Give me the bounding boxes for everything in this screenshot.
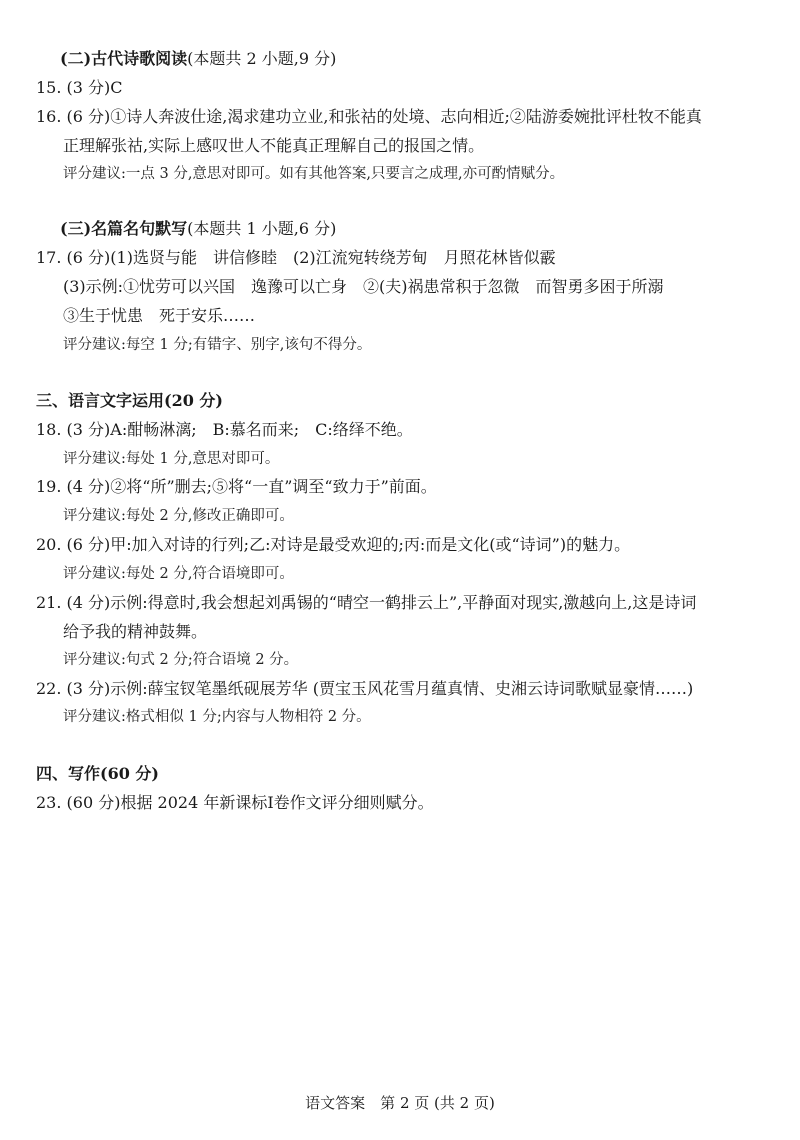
answer-q21: 21. (4 分)示例:得意时,我会想起刘禹锡的“晴空一鹤排云上”,平静面对现实,激越向上,这是诗词 xyxy=(36,593,697,612)
answer-q16-cont: 正理解张祜,实际上感叹世人不能真正理解自己的报国之情。 xyxy=(63,136,485,155)
scoring-note-q20: 评分建议:每处 2 分,符合语境即可。 xyxy=(63,566,294,582)
answer-q15: 15. (3 分)C xyxy=(36,78,123,97)
answer-q16: 16. (6 分)①诗人奔波仕途,渴求建功立业,和张祜的处境、志向相近;②陆游委婉批评杜牧不能真 xyxy=(36,107,702,126)
section-desc: (本题共 2 小题,9 分) xyxy=(187,49,337,68)
scoring-note-q22: 评分建议:格式相似 1 分;内容与人物相符 2 分。 xyxy=(63,709,371,725)
section-title: (三)名篇名句默写 xyxy=(60,219,188,238)
answer-q17-cont2: ③生于忧患 死于安乐…… xyxy=(63,306,256,325)
section-desc: (本题共 1 小题,6 分) xyxy=(187,219,337,238)
answer-q22: 22. (3 分)示例:薛宝钗笔墨纸砚展芳华 (贾宝玉风花雪月蕴真情、史湘云诗词歌赋显豪情……) xyxy=(36,679,694,698)
part-heading-writing: 四、写作(60 分) xyxy=(36,764,159,783)
answer-q17: 17. (6 分)(1)选贤与能 讲信修睦 (2)江流宛转绕芳甸 月照花林皆似霰 xyxy=(36,248,556,267)
part-heading-language: 三、语言文字运用(20 分) xyxy=(36,391,223,410)
answer-q17-cont: (3)示例:①忧劳可以兴国 逸豫可以亡身 ②(夫)祸患常积于忽微 而智勇多困于所溺 xyxy=(63,277,664,296)
section-heading-recitation xyxy=(60,218,336,240)
answer-q23: 23. (60 分)根据 2024 年新课标Ⅰ卷作文评分细则赋分。 xyxy=(36,793,434,812)
answer-q18: 18. (3 分)A:酣畅淋漓; B:慕名而来; C:络绎不绝。 xyxy=(36,420,413,439)
section-heading-poetry xyxy=(60,48,336,70)
answer-q20: 20. (6 分)甲:加入对诗的行列;乙:对诗是最受欢迎的;丙:而是文化(或“诗词”)的魅力。 xyxy=(36,535,631,554)
section-title: (二)古代诗歌阅读 xyxy=(60,49,188,68)
scoring-note-q21: 评分建议:句式 2 分;符合语境 2 分。 xyxy=(63,652,299,668)
scoring-note-q18: 评分建议:每处 1 分,意思对即可。 xyxy=(63,451,280,467)
page-footer: 语文答案 第 2 页 (共 2 页) xyxy=(305,1094,495,1112)
scoring-note-q17: 评分建议:每空 1 分;有错字、别字,该句不得分。 xyxy=(63,337,372,353)
answer-q21-cont: 给予我的精神鼓舞。 xyxy=(63,622,208,641)
answer-q19: 19. (4 分)②将“所”删去;⑤将“一直”调至“致力于”前面。 xyxy=(36,477,437,496)
scoring-note-q19: 评分建议:每处 2 分,修改正确即可。 xyxy=(63,508,294,524)
scoring-note-q16: 评分建议:一点 3 分,意思对即可。如有其他答案,只要言之成理,亦可酌情赋分。 xyxy=(63,166,565,182)
